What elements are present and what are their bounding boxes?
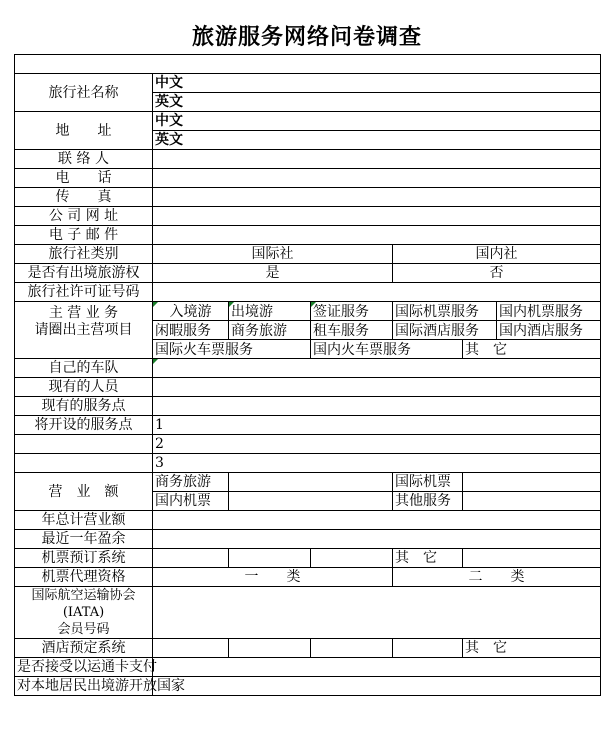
future-point-2[interactable]: 2 <box>153 435 601 454</box>
label-credit-card: 是否接受以运通卡支付 <box>15 658 153 677</box>
hotel-booking-opt-2[interactable] <box>229 639 311 658</box>
revenue-intl-air-field[interactable] <box>463 473 601 492</box>
agency-name-en-field[interactable]: 英文 <box>153 93 601 112</box>
revenue-business-label: 商务旅游 <box>153 473 229 492</box>
agency-type-domestic[interactable]: 国内社 <box>393 245 601 264</box>
email-field[interactable] <box>153 226 601 245</box>
label-hotel-booking: 酒店预定系统 <box>15 639 153 658</box>
service-leisure[interactable]: 闲暇服务 <box>153 321 229 340</box>
address-en-field[interactable]: 英文 <box>153 131 601 150</box>
label-website: 公 司 网 址 <box>15 207 153 226</box>
label-outbound-right: 是否有出境旅游权 <box>15 264 153 283</box>
revenue-other-label: 其他服务 <box>393 492 463 511</box>
last-year-surplus-field[interactable] <box>153 530 601 549</box>
service-domestic-air[interactable]: 国内机票服务 <box>497 302 601 321</box>
outbound-yes[interactable]: 是 <box>153 264 393 283</box>
label-service-points: 现有的服务点 <box>15 397 153 416</box>
license-no-field[interactable] <box>153 283 601 302</box>
agency-type-international[interactable]: 国际社 <box>153 245 393 264</box>
label-email: 电 子 邮 件 <box>15 226 153 245</box>
label-future-points: 将开设的服务点 <box>15 416 153 435</box>
label-iata <box>15 587 153 639</box>
service-intl-train[interactable]: 国际火车票服务 <box>153 340 311 359</box>
label-address: 地 址 <box>15 112 153 150</box>
hotel-booking-opt-1[interactable] <box>153 639 229 658</box>
agency-name-zh-field[interactable]: 中文 <box>153 74 601 93</box>
service-outbound[interactable]: 出境游 <box>229 302 311 321</box>
revenue-intl-air-label: 国际机票 <box>393 473 463 492</box>
ticket-booking-opt-2[interactable] <box>229 549 311 568</box>
service-car-rental[interactable]: 租车服务 <box>311 321 393 340</box>
blank-cell <box>15 55 601 74</box>
ticket-booking-opt-1[interactable] <box>153 549 229 568</box>
label-contact: 联 络 人 <box>15 150 153 169</box>
outbound-no[interactable]: 否 <box>393 264 601 283</box>
future-point-1[interactable]: 1 <box>153 416 601 435</box>
future-point-3[interactable]: 3 <box>153 454 601 473</box>
label-ticket-booking: 机票预订系统 <box>15 549 153 568</box>
service-domestic-train[interactable]: 国内火车票服务 <box>311 340 463 359</box>
ticket-booking-other-label: 其 它 <box>393 549 463 568</box>
page-title: 旅游服务网络问卷调查 <box>191 24 422 50</box>
revenue-business-field[interactable] <box>229 473 393 492</box>
label-fax: 传 真 <box>15 188 153 207</box>
label-main-business: 主 营 业 务 <box>15 302 153 321</box>
ticket-booking-opt-3[interactable] <box>311 549 393 568</box>
phone-field[interactable] <box>153 169 601 188</box>
iata-field[interactable] <box>153 587 601 639</box>
hotel-booking-opt-4[interactable] <box>393 639 463 658</box>
label-iata-line-1: 国际航空运输协会(IATA) <box>31 588 136 620</box>
ticket-agency-class-2[interactable]: 二 类 <box>393 568 601 587</box>
future-points-blank-3 <box>15 454 153 473</box>
staff-field[interactable] <box>153 378 601 397</box>
label-staff: 现有的人员 <box>15 378 153 397</box>
credit-card-field[interactable] <box>153 658 601 677</box>
service-visa[interactable]: 签证服务 <box>311 302 393 321</box>
blank-row <box>15 55 601 74</box>
service-inbound[interactable]: 入境游 <box>153 302 229 321</box>
label-phone: 电 话 <box>15 169 153 188</box>
hotel-booking-opt-3[interactable] <box>311 639 393 658</box>
revenue-domestic-air-field[interactable] <box>229 492 393 511</box>
label-agency-type: 旅行社类别 <box>15 245 153 264</box>
website-field[interactable] <box>153 207 601 226</box>
ticket-booking-other-field[interactable] <box>463 549 601 568</box>
annual-revenue-field[interactable] <box>153 511 601 530</box>
revenue-domestic-air-label: 国内机票 <box>153 492 229 511</box>
label-license-no: 旅行社许可证号码 <box>15 283 153 302</box>
service-points-field[interactable] <box>153 397 601 416</box>
label-last-year-surplus: 最近一年盈余 <box>15 530 153 549</box>
service-other[interactable]: 其 它 <box>463 340 601 359</box>
questionnaire-table <box>14 54 601 696</box>
service-business[interactable]: 商务旅游 <box>229 321 311 340</box>
ticket-agency-class-1[interactable]: 一 类 <box>153 568 393 587</box>
address-zh-field[interactable]: 中文 <box>153 112 601 131</box>
fax-field[interactable] <box>153 188 601 207</box>
circle-hint: 请圈出主营项目 <box>15 321 153 340</box>
label-annual-revenue: 年总计营业额 <box>15 511 153 530</box>
label-open-countries: 对本地居民出境游开放国家 <box>15 677 153 696</box>
label-ticket-agency: 机票代理资格 <box>15 568 153 587</box>
label-iata-line-2: 会员号码 <box>57 622 110 637</box>
service-intl-air[interactable]: 国际机票服务 <box>393 302 497 321</box>
label-agency-name: 旅行社名称 <box>15 74 153 112</box>
label-own-fleet: 自己的车队 <box>15 359 153 378</box>
open-countries-field[interactable] <box>153 677 601 696</box>
main-business-blank <box>15 340 153 359</box>
label-revenue: 营 业 额 <box>15 473 153 511</box>
contact-field[interactable] <box>153 150 601 169</box>
future-points-blank-2 <box>15 435 153 454</box>
service-intl-hotel[interactable]: 国际酒店服务 <box>393 321 497 340</box>
revenue-other-field[interactable] <box>463 492 601 511</box>
own-fleet-field[interactable] <box>153 359 601 378</box>
hotel-booking-other[interactable]: 其 它 <box>463 639 601 658</box>
service-domestic-hotel[interactable]: 国内酒店服务 <box>497 321 601 340</box>
